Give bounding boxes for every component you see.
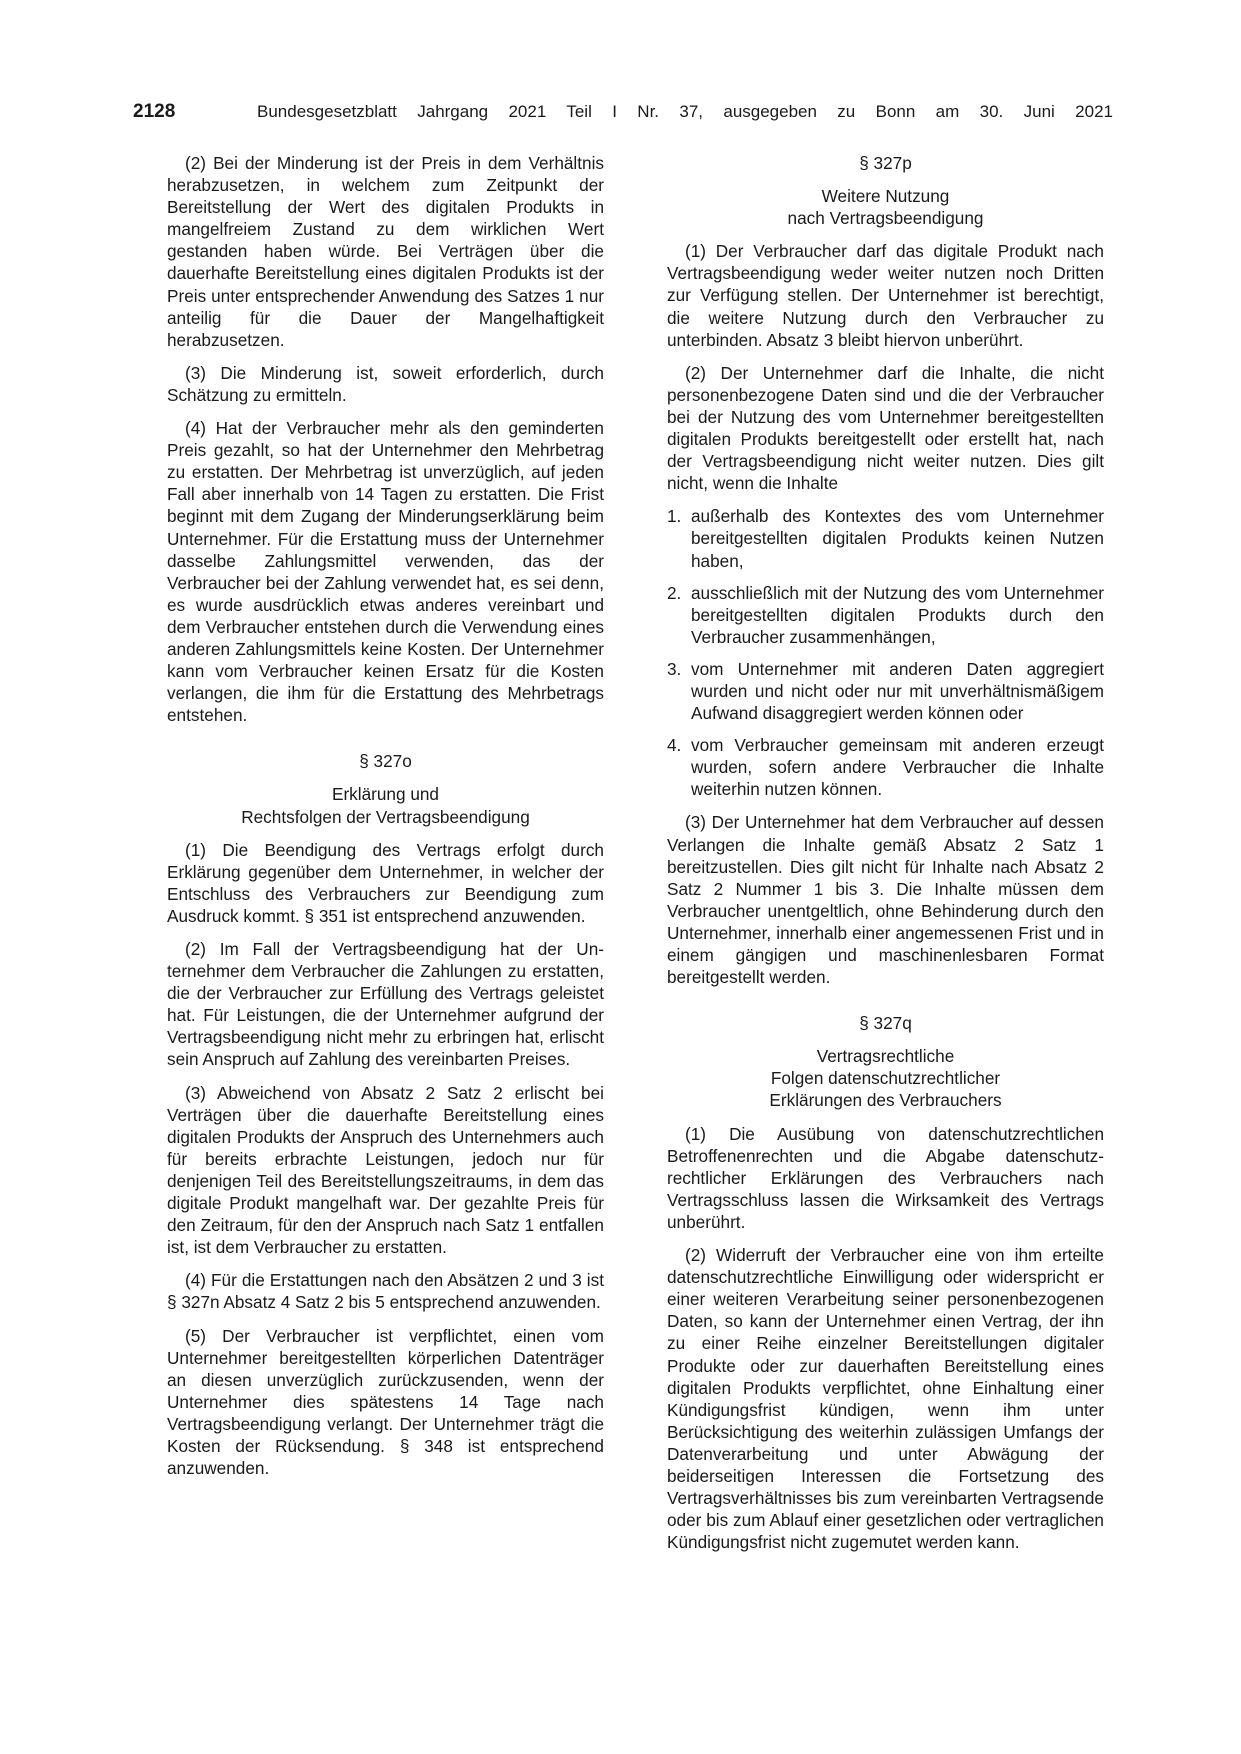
section-title-line: Erklärungen des Verbrauchers <box>769 1090 1002 1111</box>
list-item-text: ausschließlich mit der Nutzung des vom Unternehmer bereitgestellten digitalen Produkts durch den Verbraucher zusammenhängen, <box>691 582 1104 647</box>
paragraph-327o-4: (4) Für die Erstattungen nach den Absätzen 2 und 3 ist § 327n Absatz 4 Satz 2 bis 5 entsprechend anzuwenden. <box>167 1270 604 1313</box>
enumerated-list <box>667 505 1104 800</box>
section-title-327q <box>667 1045 1104 1111</box>
paragraph-327p-2: (2) Der Unternehmer darf die Inhalte, die nicht personenbezogene Daten sind und die der Verbraucher bei der Nutzung des vom Unternehmer bereitgestellten digitalen Produkts bereitgestellt oder erstellt hat, nach der Vertragsbeendigung nicht weiter nutzen. Dies gilt nicht, wenn die Inhalte <box>667 362 1104 494</box>
list-item-number: 4. <box>667 735 682 756</box>
list-item-number: 1. <box>667 506 682 527</box>
section-title-327p <box>667 185 1104 229</box>
list-item-text: vom Verbraucher gemeinsam mit anderen erzeugt wurden, sofern andere Verbraucher die Inhalte weiterhin nutzen können. <box>691 735 1104 800</box>
section-title-327o <box>167 783 604 827</box>
right-column <box>667 152 1104 1564</box>
list-item-number: 3. <box>667 658 682 679</box>
paragraph-327p-3: (3) Der Unternehmer hat dem Verbraucher auf dessen Verlangen die Inhalte gemäß Absatz 2 Satz 1 bereitzustellen. Dies gilt nicht für Inhalte nach Absatz 2 Satz 2 Nummer 1 bis 3. Die Inhalte müssen dem Verbraucher unentgeltlich, ohne Behinderung durch den Unternehmer, innerhalb einer angemessenen Frist und in einem gängigen und maschinenlesbaren Format bereitgestellt werden. <box>667 812 1104 988</box>
paragraph-327q-1: (1) Die Ausübung von datenschutzrechtlichen Betroffenenrechten und die Abgabe datenschutzrechtlicher Erklärungen des Verbrauchers nach Vertragsschluss lassen die Wirksamkeit des Vertrags unberührt. <box>667 1123 1104 1232</box>
paragraph-327o-3: (3) Abweichend von Absatz 2 Satz 2 erlischt bei Verträgen über die dauerhafte Bereitstellung eines digitalen Produkts der Anspruch des Unternehmers auch für bereits erbrachte Leistungen, jedoch nur für denjenigen Teil des Bereitstellungszeitraums, in dem das digitale Produkt mangelhaft war. Der gezahlte Preis für den Zeitraum, für den der Anspruch nach Satz 1 entfallen ist, ist dem Verbraucher zu erstatten. <box>167 1082 604 1258</box>
list-item-text: vom Unternehmer mit anderen Daten aggregiert wurden und nicht oder nur mit unverhältnismäßigem Aufwand disaggregiert werden können oder <box>691 658 1104 724</box>
section-title-line: nach Vertragsbeendigung <box>787 208 984 229</box>
section-title-line: Folgen datenschutzrechtlicher <box>770 1068 1001 1089</box>
list-item <box>667 582 1104 648</box>
paragraph-327o-2: (2) Im Fall der Vertragsbeendigung hat der Unternehmer dem Verbraucher die Zahlungen zu erstatten, die der Verbraucher zur Erfüllung des Vertrags geleistet hat. Für Leistungen, die der Unternehmer aufgrund der Vertragsbeendigung nicht mehr zu erbringen hat, erlischt sein Anspruch auf Zahlung des vereinbarten Preises. <box>167 939 604 1070</box>
paragraph-327o-1: (1) Die Beendigung des Vertrags erfolgt durch Erklärung gegenüber dem Unternehmer, in welcher der Entschluss des Verbrauchers zur Beendigung zum Ausdruck kommt. § 351 ist entsprechend anzuwenden. <box>167 839 604 926</box>
section-number-327q: § 327q <box>859 1013 912 1034</box>
list-item-number: 2. <box>667 582 682 603</box>
paragraph-327q-2: (2) Widerruft der Verbraucher eine von ihm erteilte datenschutzrechtliche Einwilligung oder widerspricht er einer weiteren Verarbeitung seiner personenbezogenen Daten, so kann der Unternehmer einen Vertrag, der ihn zu einer Reihe einzelner Bereitstellungen digitaler Produkte oder zur dauerhaften Bereitstellung eines digitalen Produkts verpflichtet, ohne Einhaltung einer Kündigungsfrist kündigen, wenn ihm unter Berücksichtigung des weiterhin zulässigen Umfangs der Datenverarbeitung und unter Abwägung der beiderseitigen Interessen die Fortsetzung des Vertragsverhältnisses bis zum vereinbarten Vertragsende oder bis zum Ablauf einer gesetzlichen oder vertraglichen Kündigungsfrist nicht zugemutet werden kann. <box>667 1245 1104 1553</box>
left-column <box>167 152 604 1490</box>
list-item <box>667 505 1104 571</box>
running-title: Bundesgesetzblatt Jahrgang 2021 Teil I Nr. 37, ausgegeben zu Bonn am 30. Juni 2021 <box>257 102 1113 121</box>
section-number-327p: § 327p <box>859 153 912 173</box>
page-number: 2128 <box>133 101 176 122</box>
paragraph-327n-3: (3) Die Minderung ist, soweit erforderlich, durch Schätzung zu ermitteln. <box>167 362 604 405</box>
list-item-text: außerhalb des Kontextes des vom Unternehmer bereitgestellten digitalen Produkts keinen Nutzen haben, <box>691 506 1104 571</box>
paragraph-327n-2: (2) Bei der Minderung ist der Preis in dem Verhältnis herabzusetzen, in welchem zum Zeitpunkt der Bereitstellung der Wert des digitalen Produkts in mangelfreiem Zustand zu dem wirklichen Wert gestanden haben würde. Bei Verträgen über die dauerhafte Bereitstellung eines digitalen Produkts ist der Preis unter entsprechender Anwendung des Satzes 1 nur anteilig für die Dauer der Mangelhaftigkeit herabzusetzen. <box>167 153 604 350</box>
section-title-line: Rechtsfolgen der Vertragsbeendigung <box>241 806 530 827</box>
paragraph-327n-4: (4) Hat der Verbraucher mehr als den geminderten Preis gezahlt, so hat der Unternehmer den Mehrbetrag zu erstatten. Der Mehrbetrag ist unverzüglich, auf jeden Fall aber innerhalb von 14 Tagen zu erstatten. Die Frist beginnt mit dem Zugang der Minderungserklärung beim Unternehmer. Für die Erstattung muss der Unternehmer dasselbe Zahlungsmittel verwenden, das der Verbraucher bei der Zahlung verwendet hat, es sei denn, es wurde ausdrücklich etwas anderes vereinbart und dem Verbraucher entstehen durch die Verwendung eines anderen Zahlungsmittels keine Kosten. Der Unternehmer kann vom Verbraucher keinen Ersatz für die Kosten verlangen, die ihm für die Erstattung des Mehrbetrags entstehen. <box>167 418 604 726</box>
list-item <box>667 734 1104 800</box>
section-title-line: Erklärung und <box>331 784 439 805</box>
section-title-line: Vertragsrechtliche <box>816 1046 955 1067</box>
page-header <box>133 100 1113 128</box>
paragraph-327p-1: (1) Der Verbraucher darf das digitale Produkt nach Vertragsbeendigung weder weiter nutzen noch Dritten zur Verfügung stellen. Der Unternehmer ist berechtigt, die weitere Nutzung durch den Verbraucher zu unterbinden. Absatz 3 bleibt hiervon unberührt. <box>667 241 1104 350</box>
section-title-line: Weitere Nutzung <box>821 186 950 207</box>
list-item <box>667 658 1104 724</box>
paragraph-327o-5: (5) Der Verbraucher ist verpflichtet, einen vom Unternehmer bereitgestellten körperlichen Datenträger an diesen unverzüglich zurückzusenden, wenn der Unternehmer dies spätestens 14 Tage nach Vertragsbeendigung verlangt. Der Unternehmer trägt die Kosten der Rücksendung. § 348 ist entsprechend anzuwenden. <box>167 1325 604 1479</box>
section-number-327o: § 327o <box>359 751 412 772</box>
